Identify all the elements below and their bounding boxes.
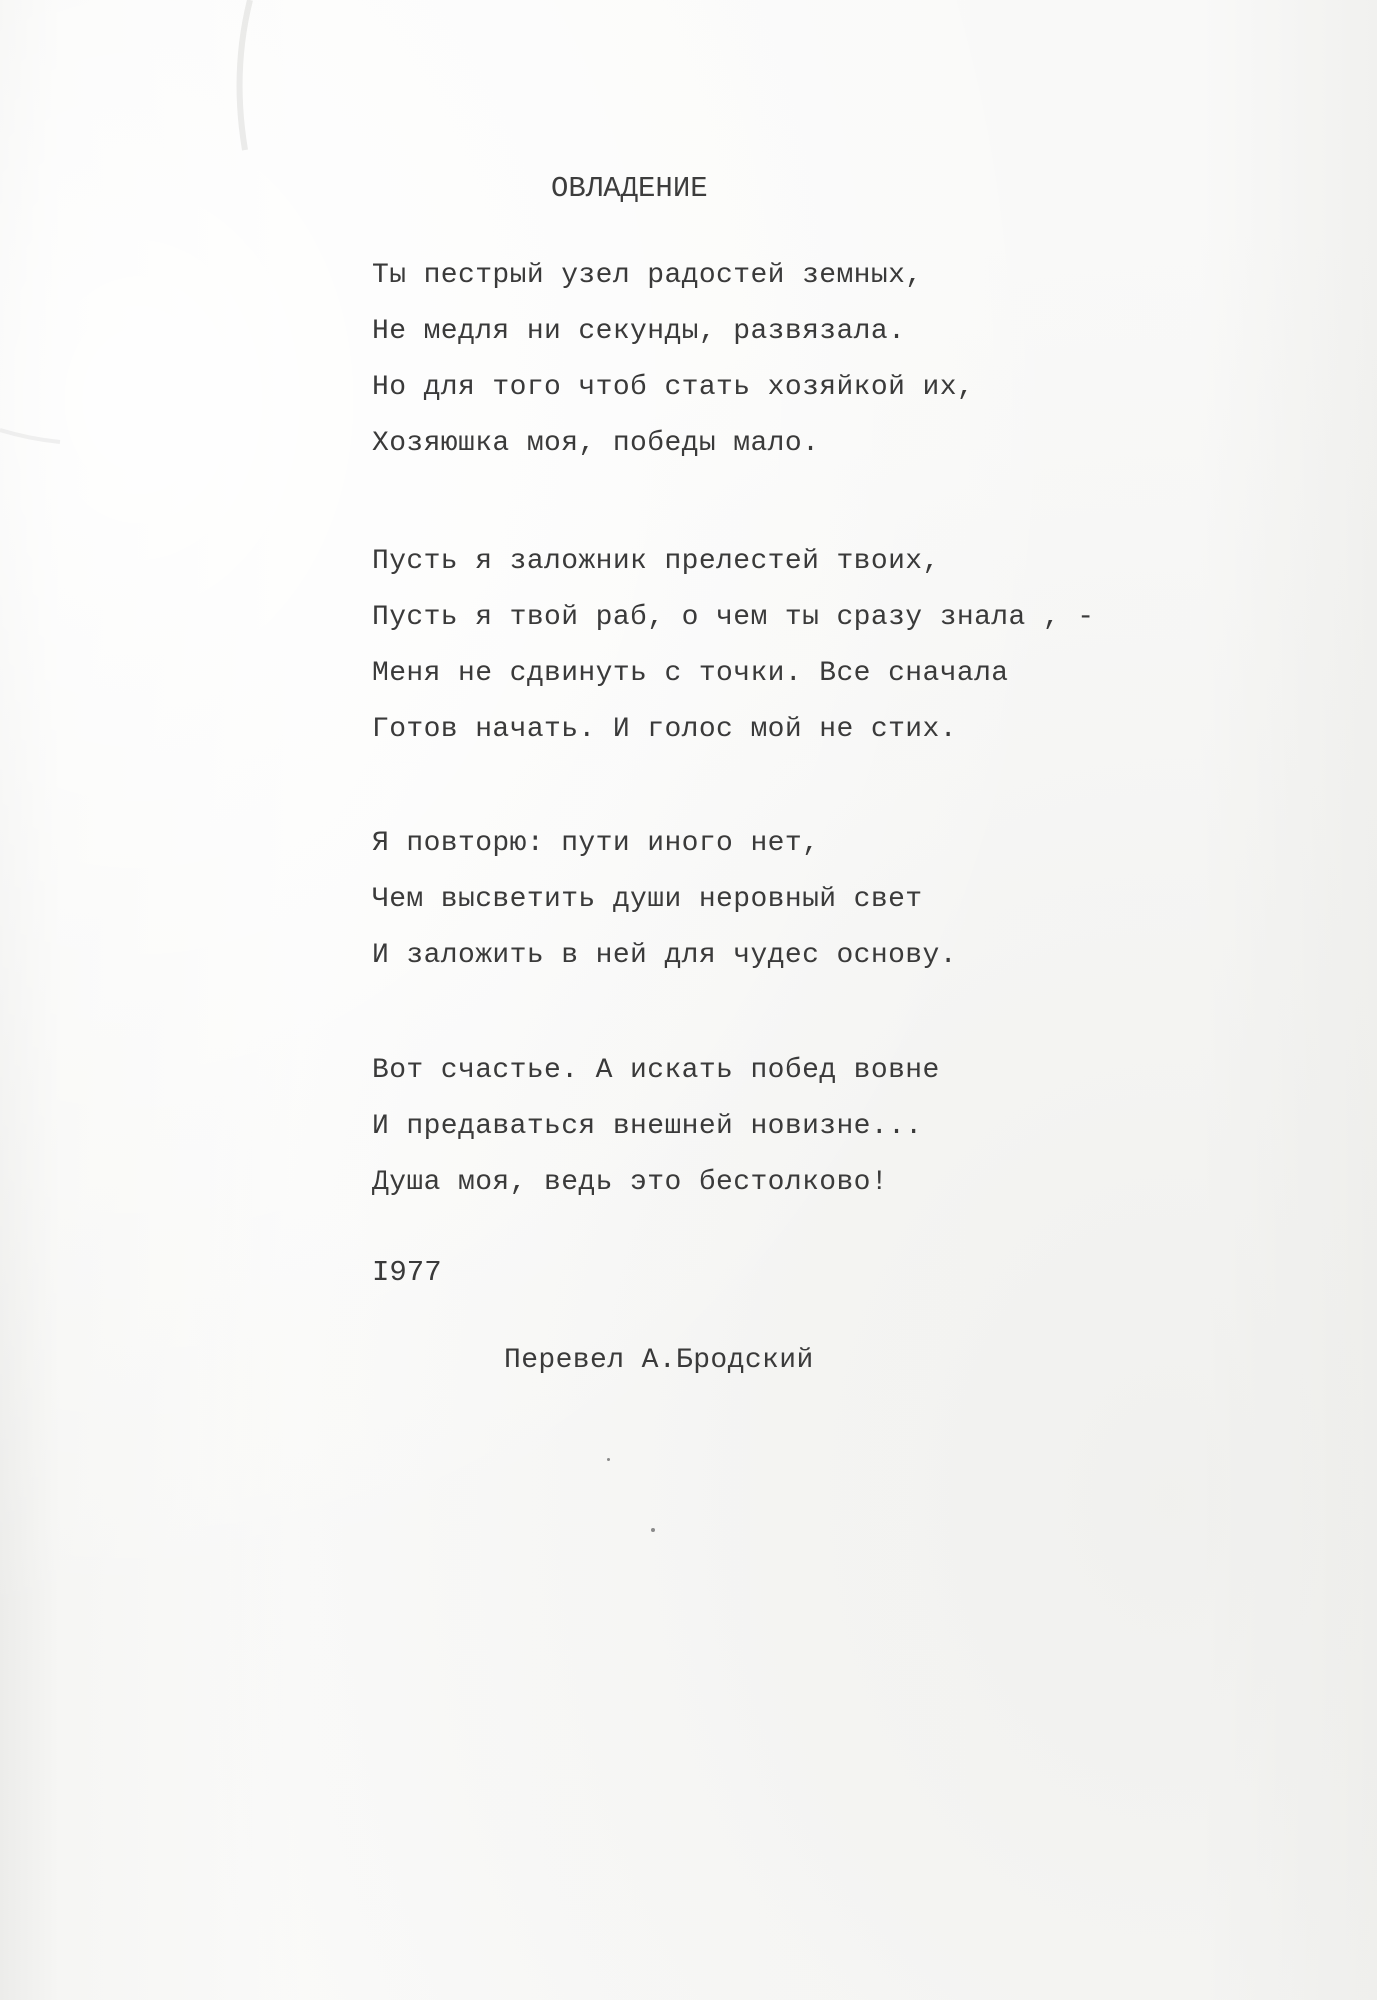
poem-line: Но для того чтоб стать хозяйкой их, [372,372,975,403]
poem-line: Меня не сдвинуть с точки. Все сначала [372,658,1009,689]
paper-speck [651,1528,655,1532]
stanza-2 [372,534,1095,758]
poem-line: Чем высветить души неровный свет [372,884,923,915]
stanza-4 [372,1043,940,1211]
poem-line: Пусть я заложник прелестей твоих, [372,546,940,577]
poem-line: Хозяюшка моя, победы мало. [372,428,820,459]
stanza-1 [372,248,974,472]
poem-title: ОВЛАДЕНИЕ [551,172,708,205]
translator-credit: Перевел А.Бродский [504,1345,814,1376]
poem-year: I977 [372,1256,442,1289]
poem-line: Не медля ни секунды, развязала. [372,316,906,347]
poem-line: Я повторю: пути иного нет, [372,828,820,859]
poem-line: И предаваться внешней новизне... [372,1111,923,1142]
stanza-3 [372,816,957,984]
poem-line: Готов начать. И голос мой не стих. [372,714,957,745]
poem-line: И заложить в ней для чудес основу. [372,940,957,971]
poem-line: Пусть я твой раб, о чем ты сразу знала , - [372,602,1095,633]
poem-line: Вот счастье. А искать побед вовне [372,1055,940,1086]
paper-speck [607,1458,610,1461]
poem-line: Душа моя, ведь это бестолково! [372,1167,889,1198]
poem-line: Ты пестрый узел радостей земных, [372,260,923,291]
